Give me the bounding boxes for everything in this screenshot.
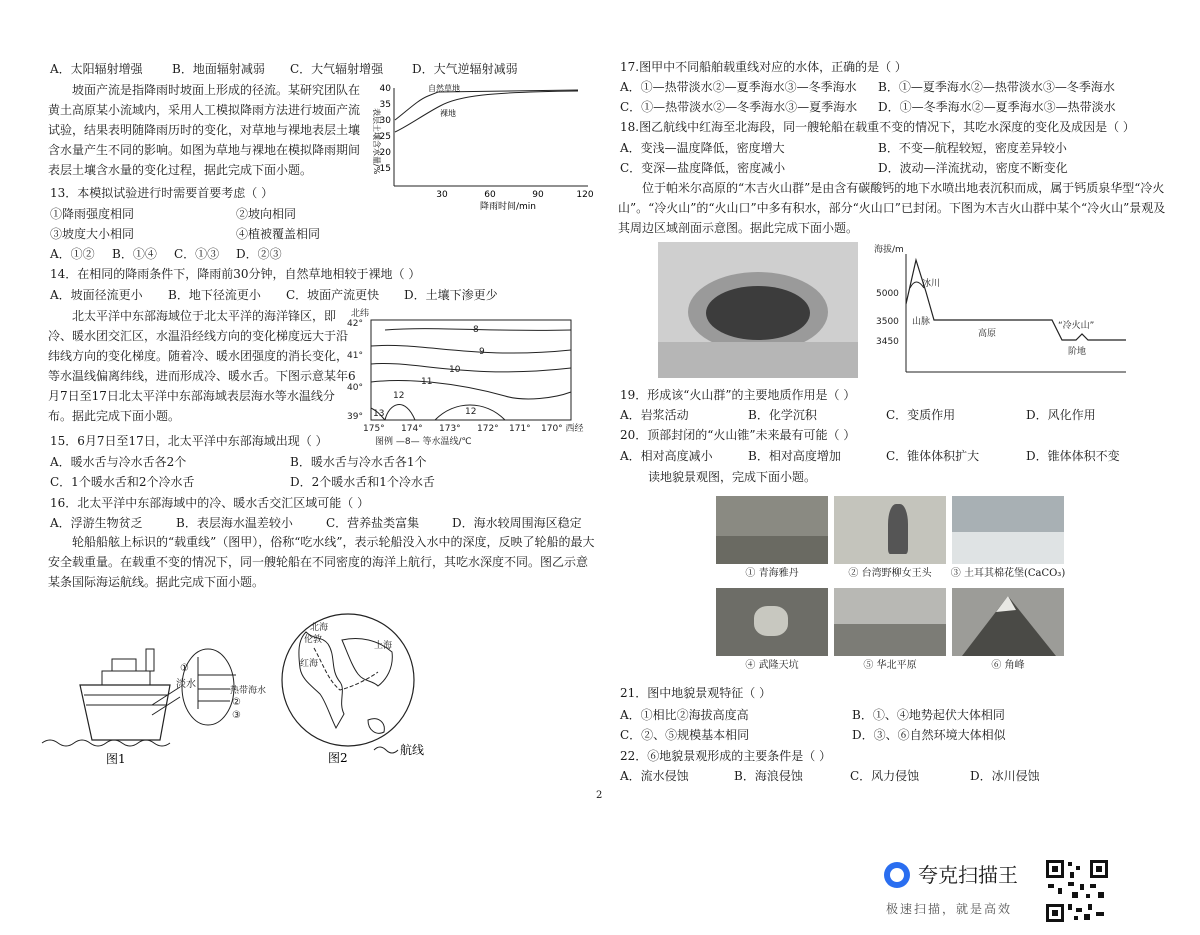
q22-stem: 22．⑥地貌景观形成的主要条件是（ ） <box>620 749 832 763</box>
q14-option-c[interactable]: C．坡面产流更快 <box>286 288 380 302</box>
q12-option-b[interactable]: B．地面辐射减弱 <box>172 62 265 76</box>
label-glacier: 冰川 <box>922 279 941 289</box>
photo-north-china-plain <box>834 588 946 656</box>
q13-option-b[interactable]: B．①④ <box>112 247 157 261</box>
route-legend-symbol <box>374 747 398 753</box>
q19-option-c[interactable]: C．变质作用 <box>886 408 956 422</box>
q19-option-d[interactable]: D．风化作用 <box>1026 408 1096 422</box>
volcano-intro: 位于帕米尔高原的“木吉火山群”是由含有碳酸钙的地下水喷出地表沉积而成，属于钙质泉华型“冷火山”。“冷火山”的“火山口”中多有积水，部分“火山口”已封闭。下图为木吉火山群中某个“冷火山”景观及其周边区域剖面示意图。据此完成下面小题。 <box>618 181 1166 235</box>
isotherm-12a: 12 <box>393 391 405 401</box>
watermark-brand: 夸克扫描王 <box>918 863 1018 887</box>
lon-173: 173° <box>439 424 461 434</box>
profile-ylabel: 海拔/m <box>874 245 904 255</box>
q16-option-d[interactable]: D．海水较周围海区稳定 <box>452 516 582 530</box>
caption-horn: ⑥ 角峰 <box>991 660 1025 671</box>
q16-option-c[interactable]: C．营养盐类富集 <box>326 516 420 530</box>
q15-option-c[interactable]: C．1个暖水舌和2个冷水舌 <box>50 475 195 489</box>
q13-option-a[interactable]: A．①② <box>50 247 95 261</box>
q20-option-c[interactable]: C．锥体体积扩大 <box>886 449 980 463</box>
caption-pamukkale: ③ 土耳其棉花堡(CaCO₃) <box>950 568 1066 579</box>
runoff-intro: 坡面产流是指降雨时坡面上形成的径流。某研究团队在黄土高原某小流域内，采用人工模拟降雨方法进行坡面产流试验，结果表明随降雨历时的变化，对草地与裸地表层土壤含水量产生不同的影响。如图为草地与裸地在模拟降雨期间表层土壤含水量的变化过程，据此完成下面小题。 <box>48 83 361 177</box>
q19-option-a[interactable]: A．岩浆活动 <box>620 408 689 422</box>
ytick-15: 15 <box>379 164 391 174</box>
qr-code <box>1044 858 1110 924</box>
q21-option-d[interactable]: D．③、⑥自然环境大体相似 <box>852 728 1006 742</box>
lat-label: 北纬 <box>351 309 370 319</box>
sst-legend: 图例 —8— 等水温线/℃ <box>375 437 472 447</box>
caption-yardang: ① 青海雅丹 <box>745 568 799 579</box>
lon-174: 174° <box>401 424 423 434</box>
q18-option-a[interactable]: A．变浅—温度降低，密度增大 <box>620 141 785 155</box>
ytick-25: 25 <box>379 132 391 142</box>
route-legend-label: 航线 <box>400 743 425 757</box>
q17-option-d[interactable]: D．①—冬季海水②—夏季海水③—热带淡水 <box>878 100 1116 114</box>
pacific-intro: 北太平洋中东部海域位于北太平洋的海洋锋区，即冷、暖水团交汇区，水温沿经线方向的变化梯度远大于沿纬线方向的变化梯度。随着冷、暖水团强度的消长变化，等水温线偏离纬线，进而形成冷、暖水舌。下图示意某年6月7日至17日北太平洋中东部海域表层海水等水温线分布。据此完成下面小题。 <box>48 309 356 423</box>
moisture-xlabel: 降雨时间/min <box>479 202 537 210</box>
q15-option-a[interactable]: A．暖水舌与冷水舌各2个 <box>50 455 187 469</box>
q17-option-c[interactable]: C．①—热带淡水②—冬季海水③—夏季海水 <box>620 100 858 114</box>
loadline-1: ① <box>180 663 189 674</box>
label-mountain: 山脉 <box>912 317 931 327</box>
caption-north-china-plain: ⑤ 华北平原 <box>863 660 917 671</box>
q17-option-b[interactable]: B．①—夏季海水②—热带淡水③—冬季海水 <box>878 80 1115 94</box>
label-red-sea: 红海 <box>300 659 319 669</box>
lon-171: 171° <box>509 424 531 434</box>
xtick-30: 30 <box>436 190 448 200</box>
q20-option-d[interactable]: D．锥体体积不变 <box>1026 449 1120 463</box>
fig1-caption: 图1 <box>106 752 126 766</box>
q14-option-a[interactable]: A．坡面径流更小 <box>50 288 143 302</box>
photo-yardang <box>716 496 828 564</box>
isotherm-8: 8 <box>473 325 479 335</box>
photo-tiankeng <box>716 588 828 656</box>
q18-option-d[interactable]: D．波动—洋流扰动，密度不断变化 <box>878 161 1068 175</box>
cold-volcano-photo <box>658 242 858 378</box>
isotherm-9: 9 <box>479 347 485 357</box>
q15-option-d[interactable]: D．2个暖水舌和1个冷水舌 <box>290 475 435 489</box>
q12-option-d[interactable]: D．大气逆辐射减弱 <box>412 62 518 76</box>
ytick-3450: 3450 <box>876 337 899 347</box>
label-plateau: 高原 <box>978 329 997 339</box>
label-north-sea: 北海 <box>310 623 329 633</box>
ytick-3500: 3500 <box>876 317 899 327</box>
lon-175: 175° <box>363 424 385 434</box>
caption-queens-head: ② 台湾野柳女王头 <box>848 568 932 579</box>
lon-172: 172° <box>477 424 499 434</box>
xtick-120: 120 <box>576 190 594 200</box>
lon-170: 170° 西经 <box>541 424 584 434</box>
xtick-90: 90 <box>532 190 544 200</box>
landscape-intro: 读地貌景观图，完成下面小题。 <box>648 470 817 484</box>
moisture-ylabel: 表层土壤含水量/% <box>372 108 381 175</box>
q15-option-b[interactable]: B．暖水舌与冷水舌各1个 <box>290 455 427 469</box>
page-number: 2 <box>596 790 603 801</box>
q14-option-b[interactable]: B．地下径流更小 <box>168 288 261 302</box>
q13-item-3: ③坡度大小相同 <box>50 227 135 241</box>
soil-moisture-chart <box>368 80 598 210</box>
q13-stem: 13．本模拟试验进行时需要首要考虑（ ） <box>50 186 274 200</box>
grassland-label: 自然草地 <box>428 84 460 93</box>
q21-option-a[interactable]: A．①相比②海拔高度高 <box>620 708 749 722</box>
q19-stem: 19．形成该“火山群”的主要地质作用是（ ） <box>620 388 856 402</box>
photo-horn <box>952 588 1064 656</box>
q13-option-c[interactable]: C．①③ <box>174 247 220 261</box>
caption-tiankeng: ④ 武隆天坑 <box>745 660 799 671</box>
q13-item-4: ④植被覆盖相同 <box>236 227 321 241</box>
photo-pamukkale <box>952 496 1064 564</box>
watermark-slogan: 极速扫描，就是高效 <box>886 902 1013 916</box>
isotherm-12b: 12 <box>465 407 477 417</box>
q13-option-d[interactable]: D．②③ <box>236 247 282 261</box>
ytick-30: 30 <box>379 116 391 126</box>
q22-option-d[interactable]: D．冰川侵蚀 <box>970 769 1040 783</box>
lat-41: 41° <box>347 351 363 361</box>
label-terrace: 阶地 <box>1068 347 1087 357</box>
q18-option-c[interactable]: C．变深—盐度降低，密度减小 <box>620 161 786 175</box>
q15-stem: 15．6月7日至17日，北太平洋中东部海域出现（ ） <box>50 434 328 448</box>
isotherm-10: 10 <box>449 365 461 375</box>
ship-intro: 轮船船舷上标识的“载重线”（图甲），俗称“吃水线”，表示轮船没入水中的深度，反映了轮船的最大安全载重量。在载重不变的情况下，同一艘轮船在不同密度的海洋上航行，其吃水深度不同。图乙示意某条国际海运航线。据此完成下面小题。 <box>48 535 595 589</box>
q13-item-1: ①降雨强度相同 <box>50 207 135 221</box>
label-cold-volcano: “冷火山” <box>1058 321 1095 331</box>
q22-option-c[interactable]: C．风力侵蚀 <box>850 769 920 783</box>
xtick-60: 60 <box>484 190 496 200</box>
isotherm-11: 11 <box>421 377 433 387</box>
q16-option-b[interactable]: B．表层海水温差较小 <box>176 516 293 530</box>
q21-option-c[interactable]: C．②、⑤规模基本相同 <box>620 728 750 742</box>
q20-option-b[interactable]: B．相对高度增加 <box>748 449 841 463</box>
bareland-curve <box>395 91 578 132</box>
q20-stem: 20．顶部封闭的“火山锥”未来最有可能（ ） <box>620 428 856 442</box>
q13-item-2: ②坡向相同 <box>236 207 297 221</box>
q17-option-a[interactable]: A．①—热带淡水②—夏季海水③—冬季海水 <box>620 80 857 94</box>
lat-39: 39° <box>347 412 363 422</box>
shipping-route-globe <box>268 610 468 770</box>
terrain-profile-diagram <box>872 240 1132 380</box>
label-fresh-water: 淡水 <box>176 679 196 690</box>
ytick-20: 20 <box>379 148 391 158</box>
ytick-35: 35 <box>379 100 391 110</box>
ship-loadline-figure <box>40 645 270 770</box>
label-shanghai: 上海 <box>374 641 393 651</box>
q21-stem: 21．图中地貌景观特征（ ） <box>620 686 772 700</box>
q12-option-a[interactable]: A．太阳辐射增强 <box>50 62 143 76</box>
lat-40: 40° <box>347 383 363 393</box>
label-london: 伦敦 <box>304 635 323 645</box>
bareland-label: 裸地 <box>440 109 456 118</box>
q18-stem: 18.图乙航线中红海至北海段，同一艘轮船在载重不变的情况下，其吃水深度的变化及成因是（ ） <box>620 120 1135 134</box>
q18-option-b[interactable]: B．不变—航程较短，密度差异较小 <box>878 141 1067 155</box>
q22-option-a[interactable]: A．流水侵蚀 <box>620 769 689 783</box>
q19-option-b[interactable]: B．化学沉积 <box>748 408 817 422</box>
q12-option-c[interactable]: C．大气辐射增强 <box>290 62 384 76</box>
ytick-40: 40 <box>379 84 391 94</box>
q17-stem: 17.图甲中不同船舶载重线对应的水体，正确的是（ ） <box>620 60 907 74</box>
ytick-5000: 5000 <box>876 289 899 299</box>
q16-option-a[interactable]: A．浮游生物贫乏 <box>50 516 143 530</box>
lat-42: 42° <box>347 319 363 329</box>
q14-option-d[interactable]: D．土壤下渗更少 <box>404 288 498 302</box>
fig2-caption: 图2 <box>328 751 348 765</box>
q21-option-b[interactable]: B．①、④地势起伏大体相同 <box>852 708 1005 722</box>
loadline-3: ③ <box>232 710 241 721</box>
q14-stem: 14．在相同的降雨条件下，降雨前30分钟，自然草地相较于裸地（ ） <box>50 267 421 281</box>
sst-isotherm-chart <box>345 308 595 448</box>
quark-logo-icon <box>884 862 910 888</box>
loadline-2: ② <box>232 697 241 708</box>
q22-option-b[interactable]: B．海浪侵蚀 <box>734 769 803 783</box>
q20-option-a[interactable]: A．相对高度减小 <box>620 449 713 463</box>
isotherm-13: 13 <box>373 409 385 419</box>
q16-stem: 16．北太平洋中东部海域中的冷、暖水舌交汇区域可能（ ） <box>50 496 370 510</box>
label-tropical-seawater: 热带海水 <box>230 686 267 696</box>
photo-queens-head <box>834 496 946 564</box>
